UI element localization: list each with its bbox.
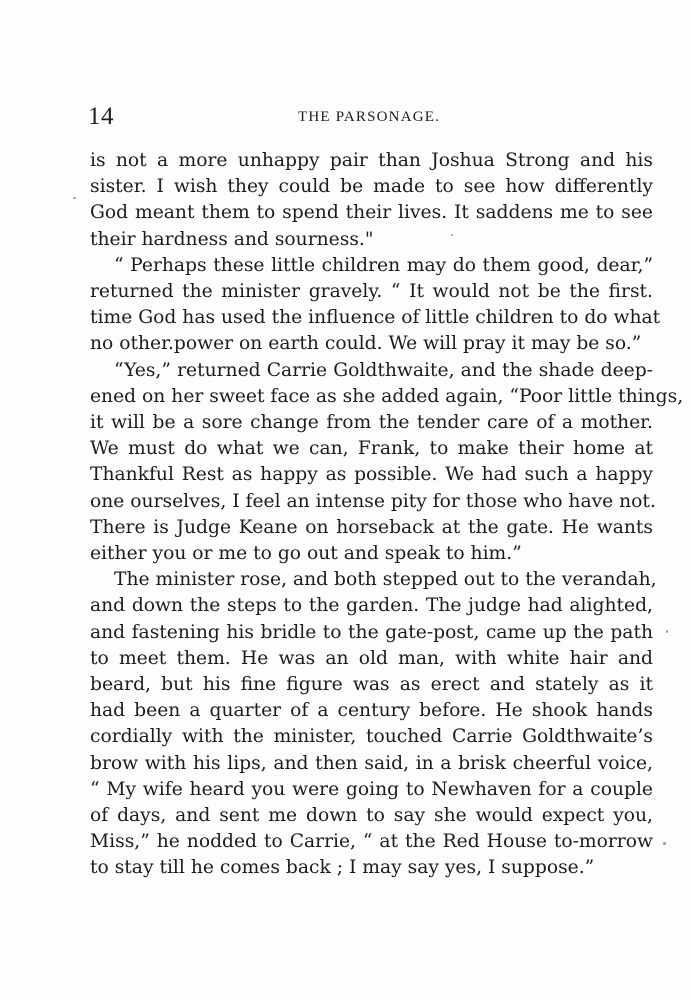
- text-line: brow with his lips, and then said, in a brisk cheerful voice,: [90, 752, 653, 774]
- text-line: We must do what we can, Frank, to make their home at: [90, 438, 653, 460]
- paragraph: [90, 253, 661, 358]
- text-line: time God has used the influence of little children to do what: [90, 307, 661, 329]
- running-head: THE PARSONAGE.: [298, 109, 441, 125]
- scan-speck: [666, 630, 668, 633]
- text-line: and fastening his bridle to the gate-post, came up the path: [90, 621, 653, 643]
- text-line: to meet them. He was an old man, with white hair and: [90, 647, 653, 669]
- text-line: ened on her sweet face as she added again, “Poor little things,: [90, 385, 684, 407]
- text-line: There is Judge Keane on horseback at the gate. He wants: [90, 516, 653, 538]
- text-line: no other.power on earth could. We will pray it may be so.”: [90, 333, 642, 355]
- text-line: sister. I wish they could be made to see how differently: [90, 176, 653, 198]
- text-line: cordially with the minister, touched Carrie Goldthwaite’s: [90, 726, 653, 748]
- text-line: “Yes,” returned Carrie Goldthwaite, and the shade deep-: [114, 359, 653, 381]
- page-number: 14: [88, 103, 114, 130]
- text-line: God meant them to spend their lives. It saddens me to see: [90, 202, 653, 224]
- text-line: had been a quarter of a century before. He shook hands: [90, 700, 653, 722]
- text-line: one ourselves, I feel an intense pity for those who have not.: [90, 490, 656, 512]
- text-line: their hardness and sourness.": [90, 228, 374, 250]
- text-line: of days, and sent me down to say she would expect you,: [90, 805, 653, 827]
- text-line: to stay till he comes back ; I may say yes, I suppose.”: [90, 857, 595, 879]
- text-line: The minister rose, and both stepped out to the verandah,: [114, 569, 657, 591]
- text-line: “ My wife heard you were going to Newhaven for a couple: [90, 778, 653, 800]
- text-line: beard, but his fine figure was as erect and stately as it: [90, 674, 653, 696]
- text-line: is not a more unhappy pair than Joshua Strong and his: [90, 150, 653, 171]
- text-line: “ Perhaps these little children may do them good, dear,”: [114, 254, 653, 276]
- text-line: returned the minister gravely. “ It would not be the first.: [90, 281, 653, 303]
- paragraph: [90, 567, 657, 881]
- text-line: either you or me to go out and speak to him.”: [90, 543, 522, 565]
- text-line: Thankful Rest as happy as possible. We had such a happy: [90, 464, 653, 486]
- scan-speck: [663, 842, 666, 845]
- paragraph: [90, 358, 684, 568]
- body-text: [90, 148, 684, 882]
- page-header: [88, 103, 650, 133]
- scan-speck: [451, 234, 453, 236]
- text-line: Miss,” he nodded to Carrie, “ at the Red House to-morrow: [90, 831, 653, 853]
- scan-speck: [73, 197, 76, 199]
- text-line: it will be a sore change from the tender care of a mother.: [90, 412, 653, 434]
- paragraph: [90, 148, 653, 253]
- text-line: and down the steps to the garden. The judge had alighted,: [90, 595, 653, 617]
